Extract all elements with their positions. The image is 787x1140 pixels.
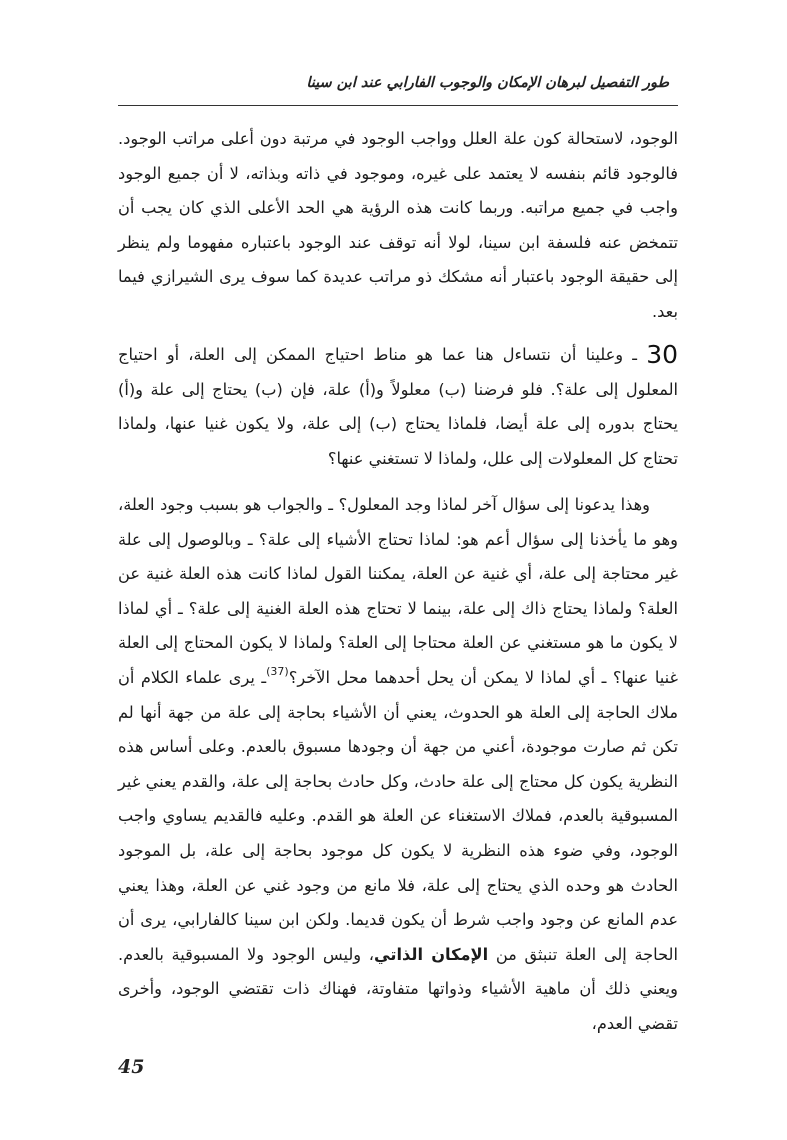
paragraph-1 [118,122,678,330]
paragraph-1-text: الوجود، لاستحالة كون علة العلل وواجب الوجود في مرتبة دون أعلى مراتب الوجود. فالوجود قائم بنفسه لا يعتمد على غيره، وموجود في ذاته وبذاته، لا أن جميع الوجود واجب في جميع مراتبه. وربما كانت هذه الرؤية هي الحد الأعلى الذي كان يجب أن تتمخض عنه فلسفة ابن سينا، لولا أنه توقف عند الوجود باعتباره مفهوما ولم ينظر إلى حقيقة الوجود باعتبار أنه مشكك ذو مراتب عديدة كما سوف يرى الشيرازي فيما بعد. [118,129,678,321]
page-number: 45 [118,1056,145,1078]
paragraph-2-body [118,338,678,476]
header-rule [118,105,678,106]
footnote-marker[interactable]: (37) [266,664,289,678]
bold-term: الإمكان الذاتي [374,944,489,964]
running-header-title: طور التفصيل لبرهان الإمكان والوجوب الفارابي عند ابن سينا [306,74,669,91]
paragraph-3-text-after: ، وليس الوجود ولا المسبوقية بالعدم. ويعني ذلك أن ماهية الأشياء وذواتها متفاوتة، فهناك ذات تقتضي الوجود، وأخرى تقضي العدم، [118,944,678,1033]
section-number: 30 [646,340,678,369]
paragraph-2 [118,338,678,476]
paragraph-3-body [118,488,678,1042]
paragraph-2-text: ـ وعلينا أن نتساءل هنا عما هو مناط احتياج الممكن إلى العلة، أو احتياج المعلول إلى علة؟. فلو فرضنا (ب) معلولاً و(أ) علة، فإن (ب) يحتاج إلى علة و(أ) يحتاج بدوره إلى علة أيضا، فلماذا يحتاج (ب) إلى علة، ولا يكون غنيا عنها، ولماذا تحتاج كل المعلولات إلى علل، ولماذا لا تستغني عنها؟ [118,345,678,468]
paragraph-3-text-before: وهذا يدعونا إلى سؤال آخر لماذا وجد المعلول؟ ـ والجواب هو بسبب وجود العلة، وهو ما يأخذنا إلى سؤال أعم هو: لماذا تحتاج الأشياء إلى علة؟ ـ وبالوصول إلى علة غير محتاجة إلى علة، أي غنية عن العلة، يمكننا القول لماذا كانت هذه العلة غنية عن العلة؟ ولماذا يحتاج ذاك إلى علة، بينما لا تحتاج هذه العلة الغنية إلى علة؟ ـ أي لماذا لا يكون ما هو مستغني عن العلة محتاجا إلى العلة؟ ولماذا لا يكون المحتاج إلى العلة غنيا عنها؟ ـ أي لماذا لا يمكن أن يحل أحدهما محل الآخر؟ [118,495,678,687]
paragraph-3 [118,488,678,1042]
paragraph-3-text-middle: ـ يرى علماء الكلام أن ملاك الحاجة إلى العلة هو الحدوث، يعني أن الأشياء بحاجة إلى علة من جهة أنها لم تكن ثم صارت موجودة، أعني من جهة أن وجودها مسبوق بالعدم. وعلى أساس هذه النظرية يكون كل محتاج إلى علة حادث، وكل حادث بحاجة إلى علة، والقدم يعني غير المسبوقية بالعدم، فملاك الاستغناء عن العلة هو القدم. وعليه فالقديم يساوي واجب الوجود، وفي ضوء هذه النظرية لا يكون كل موجود بحاجة إلى علة، بل الموجود الحادث هو وحده الذي يحتاج إلى علة، فلا مانع من وجود غني عن العلة، وهذا يعني عدم المانع عن وجود واجب شرط أن يكون قديما. ولكن ابن سينا كالفارابي، يرى أن الحاجة إلى العلة تنبثق من [118,667,678,964]
